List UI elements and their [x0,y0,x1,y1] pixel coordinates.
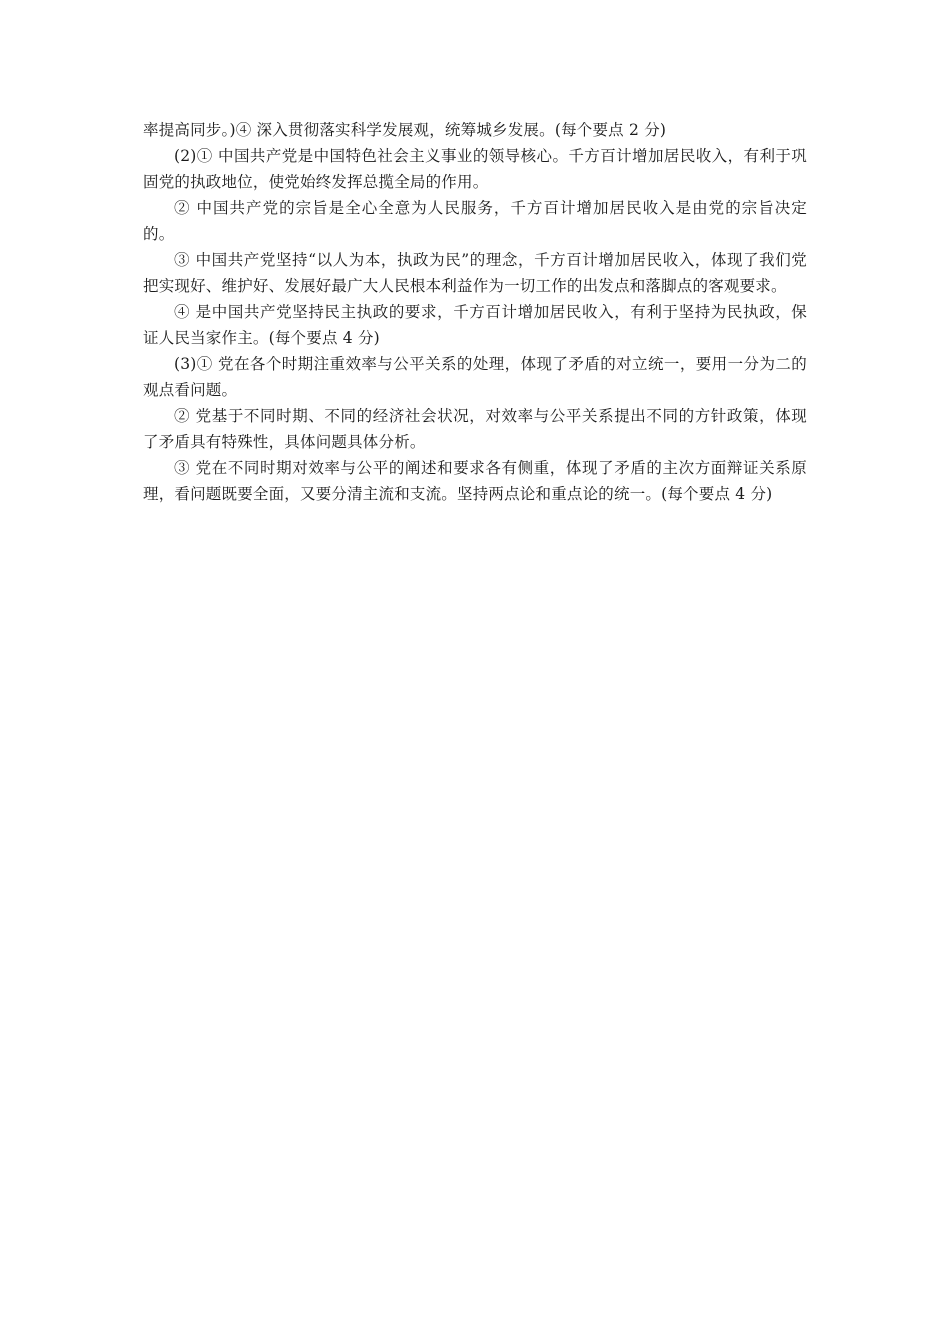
paragraph-answer-3-2: ② 党基于不同时期、不同的经济社会状况，对效率与公平关系提出不同的方针政策，体现了矛盾具有特殊性，具体问题具体分析。 [143,407,807,451]
paragraph-answer-2-1: (2)① 中国共产党是中国特色社会主义事业的领导核心。千方百计增加居民收入，有利于巩固党的执政地位，使党始终发挥总揽全局的作用。 [143,147,807,191]
paragraph-continuation: 率提高同步。)④ 深入贯彻落实科学发展观，统筹城乡发展。(每个要点 2 分) [143,121,667,139]
paragraph-answer-2-3: ③ 中国共产党坚持“以人为本，执政为民”的理念，千方百计增加居民收入，体现了我们党把实现好、维护好、发展好最广大人民根本利益作为一切工作的出发点和落脚点的客观要求。 [143,251,807,295]
paragraph-answer-2-2: ② 中国共产党的宗旨是全心全意为人民服务，千方百计增加居民收入是由党的宗旨决定的。 [143,199,807,243]
document-page [143,117,807,507]
paragraph-answer-3-1: (3)① 党在各个时期注重效率与公平关系的处理，体现了矛盾的对立统一，要用一分为二的观点看问题。 [143,355,807,399]
paragraph-answer-3-3: ③ 党在不同时期对效率与公平的阐述和要求各有侧重，体现了矛盾的主次方面辩证关系原理，看问题既要全面，又要分清主流和支流。坚持两点论和重点论的统一。(每个要点 4 分) [143,459,807,503]
paragraph-answer-2-4: ④ 是中国共产党坚持民主执政的要求，千方百计增加居民收入，有利于坚持为民执政，保证人民当家作主。(每个要点 4 分) [143,303,807,347]
